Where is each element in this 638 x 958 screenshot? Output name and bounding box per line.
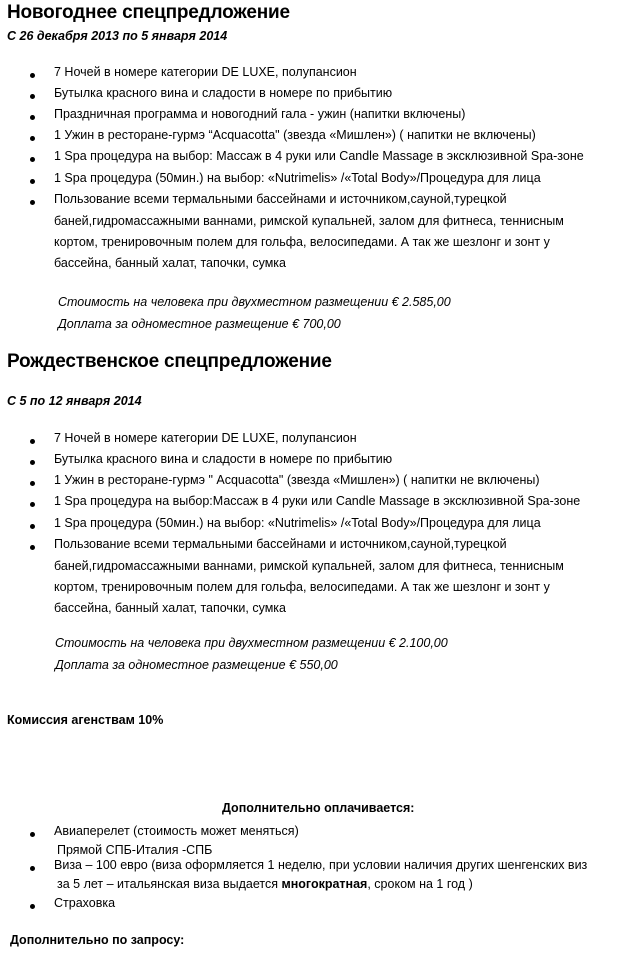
bullet-icon: [30, 94, 35, 99]
commission-text: Комиссия агенствам 10%: [7, 713, 164, 727]
bullet-icon: [30, 866, 35, 871]
bullet-icon: [30, 136, 35, 141]
bullet-icon: [30, 545, 35, 550]
bullet-icon: [30, 115, 35, 120]
bullet-icon: [30, 439, 35, 444]
bullet-icon: [30, 832, 35, 837]
extra-paid-title: Дополнительно оплачивается:: [222, 801, 415, 815]
christmas-price-single: Доплата за одноместное размещение € 550,00: [55, 658, 338, 672]
christmas-dates: С 5 по 12 января 2014: [7, 394, 142, 408]
bullet-icon: [30, 157, 35, 162]
bullet-icon: [30, 460, 35, 465]
bullet-icon: [30, 904, 35, 909]
bullet-icon: [30, 481, 35, 486]
newyear-title: Новогоднее спецпредложение: [7, 2, 290, 23]
visa-line2: за 5 лет – итальянская виза выдается многократная, сроком на 1 год ): [57, 877, 473, 891]
christmas-title: Рождественское спецпредложение: [7, 351, 332, 372]
bullet-icon: [30, 179, 35, 184]
christmas-price-double: Стоимость на человека при двухместном размещении € 2.100,00: [55, 636, 448, 650]
extra-request-title: Дополнительно по запросу:: [10, 933, 185, 947]
bullet-icon: [30, 524, 35, 529]
newyear-price-double: Стоимость на человека при двухместном размещении € 2.585,00: [58, 295, 451, 309]
newyear-dates: С 26 декабря 2013 по 5 января 2014: [7, 29, 228, 43]
bullet-icon: [30, 502, 35, 507]
bullet-icon: [30, 200, 35, 205]
bullet-icon: [30, 73, 35, 78]
newyear-price-single: Доплата за одноместное размещение € 700,00: [58, 317, 341, 331]
